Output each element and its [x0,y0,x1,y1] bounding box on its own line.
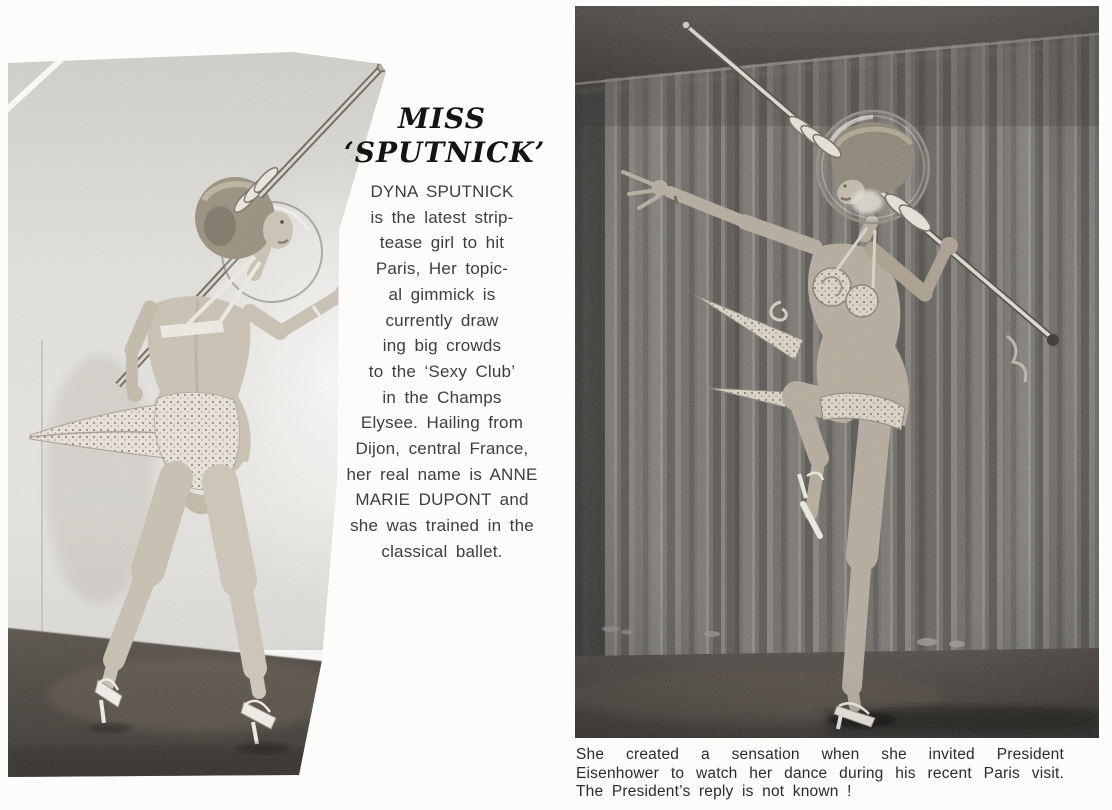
article-line: Elysee. Hailing from [360,413,524,433]
article-column [344,102,546,565]
article-line: to the ‘Sexy Club’ [368,361,516,381]
article-line: Dijon, central France, [355,439,529,459]
article-title [344,102,546,170]
photo-right [575,6,1099,738]
article-line: her real name is ANNE [346,464,538,484]
article-line: tease girl to hit [379,233,505,253]
article-line: she was trained in the [350,516,534,536]
article-line: Paris, Her topic- [375,259,509,279]
photo-caption [576,746,1064,802]
caption-line-3: The President’s reply is not known ! [576,783,852,801]
article-line: is the latest strip- [370,207,514,227]
article-line: in the Champs [382,387,502,407]
caption-line-2: Eisenhower to watch her dance during his recent Paris visit. [576,764,1064,782]
article-line: ing big crowds [382,336,502,356]
title-line-2: ‘SPUTNICK’ [344,136,546,169]
photo-left [8,50,392,777]
article-line: DYNA SPUTNICK [370,182,514,201]
article-line: currently draw [385,310,499,330]
article-body [344,179,540,565]
article-line: classical ballet. [381,541,503,561]
article-line: MARIE DUPONT and [355,490,529,510]
article-line: al gimmick is [388,284,496,304]
title-line-1: MISS [398,102,486,135]
caption-line-1: She created a sensation when she invited President [576,746,1064,763]
